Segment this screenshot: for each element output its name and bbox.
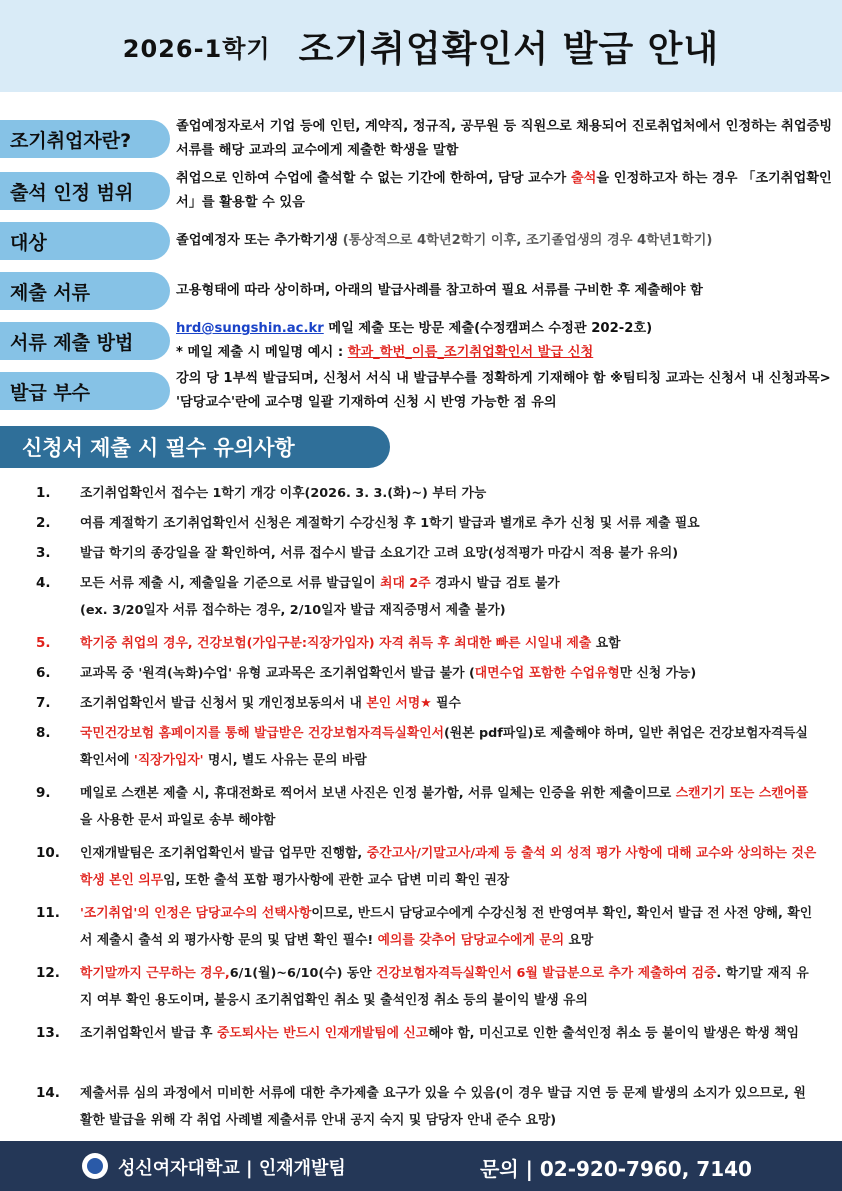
list-item-number: 11. (36, 905, 60, 921)
info-description (176, 317, 836, 365)
text-fragment: 졸업예정자로서 기업 등에 인턴, 계약직, 정규직, 공무원 등 직원으로 채용되어 진로취업처에서 인정하는 취업증빙서류를 해당 교과의 교수에게 제출한 학생을 말함 (176, 119, 833, 158)
info-label: 대상 (0, 222, 170, 260)
text-fragment: 취업으로 인하여 수업에 출석할 수 없는 기간에 한하여, 담당 교수가 (176, 171, 571, 186)
text-fragment: (ex. 3/20일자 서류 접수하는 경우, 2/10일자 발급 재직증명서 제출 불가) (80, 603, 506, 618)
text-fragment: 임, 또한 출석 포함 평가사항에 관한 교수 답변 미리 확인 권장 (163, 873, 510, 888)
list-item-text (80, 900, 818, 954)
text-fragment: 예의를 갖추어 담당교수에게 문의 (377, 933, 565, 948)
text-fragment: 고용형태에 따라 상이하며, 아래의 발급사례를 참고하여 필요 서류를 구비한 후 제출해야 함 (176, 283, 703, 298)
notes-section-title: 신청서 제출 시 필수 유의사항 (0, 426, 390, 468)
text-fragment: 조기취업확인서 발급 신청서 및 개인정보동의서 내 (80, 696, 367, 711)
text-fragment: 요함 (591, 636, 621, 651)
text-fragment: (통상적으로 4학년2학기 이후, 조기졸업생의 경우 4학년1학기) (342, 233, 713, 248)
list-item-number: 9. (36, 785, 51, 801)
list-item-text (80, 510, 818, 537)
info-description (176, 167, 836, 215)
text-fragment: 학과_학번_이름_조기취업확인서 발급 신청 (347, 345, 594, 360)
list-item-number: 13. (36, 1025, 60, 1041)
list-item-text (80, 720, 818, 774)
text-fragment: 최대 2주 (380, 576, 431, 591)
text-fragment: 필수 (431, 696, 461, 711)
list-item-number: 10. (36, 845, 60, 861)
info-description (176, 229, 836, 253)
info-description (176, 115, 836, 163)
list-item-number: 6. (36, 665, 51, 681)
list-item-text (80, 630, 818, 657)
text-fragment: 여름 계절학기 조기취업확인서 신청은 계절학기 수강신청 후 1학기 발급과 별개로 추가 신청 및 서류 제출 필요 (80, 516, 700, 531)
text-fragment: 학기중 취업의 경우, 건강보험(가입구분:직장가입자) 자격 취득 후 최대한 빠른 시일내 제출 (80, 636, 592, 651)
text-fragment: '직장가입자' (133, 753, 204, 768)
text-fragment: 을 사용한 문서 파일로 송부 해야함 (80, 813, 276, 828)
list-item-text (80, 960, 818, 1014)
list-item-number: 3. (36, 545, 51, 561)
list-item-text (80, 690, 818, 717)
info-label: 출석 인정 범위 (0, 172, 170, 210)
page-header (0, 0, 842, 92)
text-fragment: 이므로, 반드시 담당교수에게 수강신청 전 반영여부 확인, 확인서 발급 전 사전 양해, 확인서 제출시 출석 외 평가사항 문의 및 답변 확인 필수! (80, 906, 813, 948)
term-label: 2026-1학기 (122, 34, 271, 63)
text-fragment: 조기취업확인서 발급 후 (80, 1026, 217, 1041)
info-label: 제출 서류 (0, 272, 170, 310)
info-description (176, 367, 836, 415)
list-item-text (80, 840, 818, 894)
list-item-text (80, 1080, 818, 1134)
list-item-text (80, 780, 818, 834)
text-fragment: 메일로 스캔본 제출 시, 휴대전화로 찍어서 보낸 사진은 인정 불가함 (80, 786, 459, 801)
list-item-text (80, 480, 818, 507)
footer-contact: 문의 | 02-920-7960, 7140 (480, 1157, 752, 1181)
text-fragment: , 서류 일체는 인증을 위한 제출이므로 (458, 786, 676, 801)
list-item-number: 5. (36, 635, 51, 651)
text-fragment: 강의 당 1부씩 발급되며, 신청서 서식 내 발급부수를 정확하게 기재해야 함 ※팀티칭 교과는 신청서 내 신청과목> '담당교수'란에 교수명 일괄 기재하여 신청 시 반영 가능한 점 유의 (176, 371, 831, 410)
text-fragment: 스캔기기 또는 스캔어플 (675, 786, 809, 801)
text-fragment: '조기취업'의 인정은 담당교수의 선택사항 (80, 906, 312, 921)
text-fragment: 국민건강보험 홈페이지를 통해 발급받은 건강보험자격득실확인서 (80, 726, 444, 741)
text-fragment: 경과시 발급 검토 불가 (430, 576, 560, 591)
list-item-number: 1. (36, 485, 51, 501)
text-fragment: . 학기말 재직 유지 여부 확인 용도이며, 불응시 조기취업확인 취소 및 출석인정 취소 등의 불이익 발생 유의 (80, 966, 809, 1008)
text-fragment: 건강보험자격득실확인서 6월 발급분으로 추가 제출하여 검증 (376, 966, 717, 981)
text-fragment: 학기말까지 근무하는 경우, (80, 966, 230, 981)
text-fragment: 발급 학기의 종강일을 잘 확인하여, 서류 접수시 발급 소요기간 고려 요망(성적평가 마감시 적용 불가 유의) (80, 546, 679, 561)
list-item-number: 4. (36, 575, 51, 591)
text-fragment: 졸업예정자 또는 추가학기생 (176, 233, 343, 248)
text-fragment: 인재개발팀은 조기취업확인서 발급 업무만 진행함, (80, 846, 367, 861)
university-logo-icon (82, 1153, 108, 1179)
text-fragment: 출석 (570, 171, 597, 186)
list-item-text (80, 540, 818, 567)
text-fragment: 을 인정하고자 하는 경우 「조기취업확인서」를 활용할 수 있음 (176, 171, 832, 210)
list-item-text (80, 660, 818, 687)
text-fragment: 대면수업 포함한 수업유형 (474, 666, 620, 681)
text-fragment: 제출서류 심의 과정에서 미비한 서류에 대한 추가제출 요구가 있을 수 있음(이 경우 발급 지연 등 문제 발생의 소지가 있으므로, 원활한 발급을 위해 각 취업 사례별 제출서류 안내 공지 숙지 및 담당자 안내 준수 요망) (80, 1086, 806, 1128)
text-fragment: * 메일 제출 시 메일명 예시 : (176, 345, 348, 360)
list-item-number: 12. (36, 965, 60, 981)
text-fragment: 본인 서명★ (366, 696, 432, 711)
text-fragment: (원본 pdf파일)로 제출해야 하며, 일반 취업은 건강보험자격득실확인서에 (80, 726, 808, 768)
text-fragment: 교과목 중 '원격(녹화)수업' 유형 교과목은 조기취업확인서 발급 불가 ( (80, 666, 475, 681)
page-title: 조기취업확인서 발급 안내 (298, 28, 720, 70)
text-fragment: 요망 (564, 933, 594, 948)
list-item-number: 7. (36, 695, 51, 711)
footer-org: 성신여자대학교 | 인재개발팀 (118, 1158, 346, 1179)
text-fragment: 메일 제출 또는 방문 제출(수정캠퍼스 수정관 202-2호) (323, 321, 653, 336)
text-fragment: 조기취업확인서 접수는 1학기 개강 이후(2026. 3. 3.(화)~) 부터 가능 (80, 486, 487, 501)
footer (0, 1141, 842, 1191)
list-item-number: 8. (36, 725, 51, 741)
list-item-text (80, 1020, 818, 1047)
text-fragment: 6/1(월)~6/10(수) 동안 (229, 966, 377, 981)
text-fragment: 중도퇴사는 반드시 인재개발팀에 신고 (216, 1026, 429, 1041)
info-label: 발급 부수 (0, 372, 170, 410)
list-item-number: 2. (36, 515, 51, 531)
text-fragment: 명시, 별도 사유는 문의 바람 (203, 753, 367, 768)
text-fragment: 해야 함, 미신고로 인한 출석인정 취소 등 불이익 발생은 학생 책임 (428, 1026, 799, 1041)
list-item-text (80, 570, 818, 624)
text-fragment: 중간고사/기말고사/과제 등 출석 외 성적 평가 사항에 대해 교수와 상의하는 것은 학생 본인 의무 (80, 846, 817, 888)
info-label: 조기취업자란? (0, 120, 170, 158)
email-link[interactable]: hrd@sungshin.ac.kr (176, 321, 324, 336)
list-item-number: 14. (36, 1085, 60, 1101)
text-fragment: 모든 서류 제출 시, 제출일을 기준으로 서류 발급일이 (80, 576, 381, 591)
info-label: 서류 제출 방법 (0, 322, 170, 360)
info-description (176, 279, 836, 303)
text-fragment: 만 신청 가능) (619, 666, 697, 681)
